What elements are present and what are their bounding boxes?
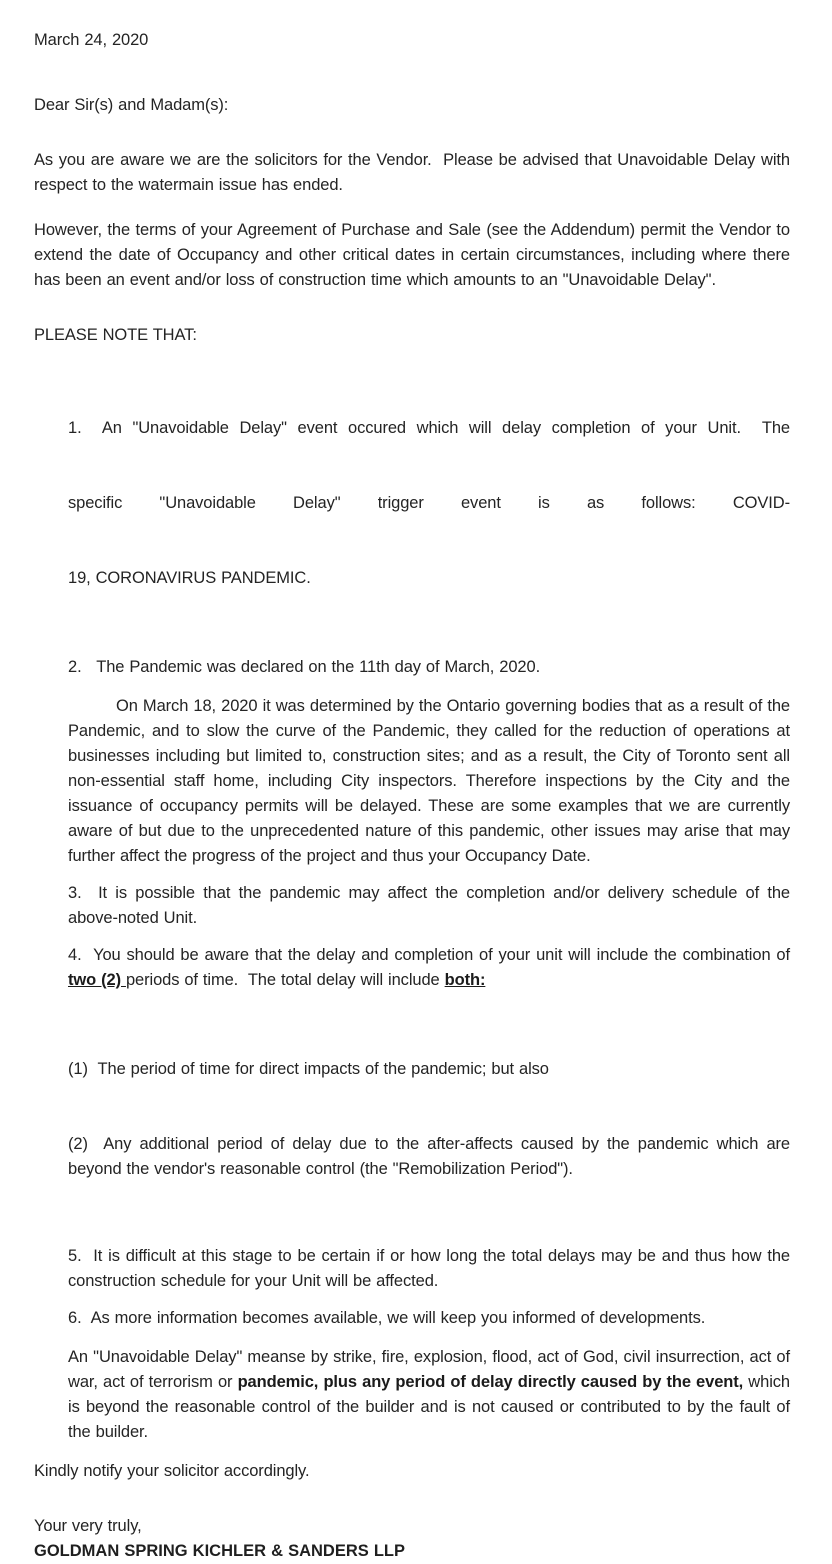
paragraph-solicitors: As you are aware we are the solicitors for the Vendor. Please be advised that Unavoidable Delay with respect to the watermain issue has ended. xyxy=(34,151,795,194)
list-item-5: 5. It is difficult at this stage to be certain if or how long the total delays may be and thus how the construction schedule for your Unit will be affected. xyxy=(68,1247,795,1290)
sub-item-1: (1) The period of time for direct impacts of the pandemic; but also xyxy=(68,1060,549,1078)
list-item-6: 6. As more information becomes available, we will keep you informed of developments. xyxy=(68,1309,706,1327)
date-line: March 24, 2020 xyxy=(34,31,149,49)
unavoidable-delay-emphasis: pandemic, plus any period of delay directly caused by the event, xyxy=(237,1373,749,1391)
list-item-1-line-2: specific "Unavoidable Delay" trigger event is as follows: COVID- xyxy=(68,494,790,512)
list-item-1-line-1: 1. An "Unavoidable Delay" event occured which will delay completion of your Unit. The xyxy=(68,419,790,437)
list-item-4 xyxy=(68,943,795,993)
list-item-4-text-2: periods of time. The total delay will include xyxy=(125,971,445,989)
unavoidable-delay-text-1: An "Unavoidable Delay" meanse by strike, fire, explosion, flood, act of God, civil insurrection, act of war, act of terrorism or xyxy=(68,1348,795,1391)
paragraph-agreement: However, the terms of your Agreement of Purchase and Sale (see the Addendum) permit the Vendor to extend the date of Occupancy and other critical dates in certain circumstances, including where there has been an event and/or loss of construction time which amounts to an "Unavoidable Delay". xyxy=(34,221,795,289)
list-item-4-emphasis-two: two (2) xyxy=(68,971,126,989)
list-item-3: 3. It is possible that the pandemic may affect the completion and/or delivery schedule of the above-noted Unit. xyxy=(68,884,795,927)
list-item-4-emphasis-both: both: xyxy=(444,971,486,989)
unavoidable-delay-text-2: which is beyond the reasonable control of the builder and is not caused or contributed to by the fault of the builder. xyxy=(68,1373,795,1441)
list-item-1-line-3: 19, CORONAVIRUS PANDEMIC. xyxy=(68,569,311,587)
list-item-2: 2. The Pandemic was declared on the 11th day of March, 2020. xyxy=(68,658,541,676)
paragraph-kindly: Kindly notify your solicitor accordingly. xyxy=(34,1462,310,1480)
paragraph-march18: On March 18, 2020 it was determined by the Ontario governing bodies that as a result of the Pandemic, and to slow the curve of the Pandemic, they called for the reduction of operations at businesses including but limited to, construction sites; and as a result, the City of Toronto sent all non-essential staff home, including City inspectors. Therefore inspections by the City and the issuance of occupancy permits will be delayed. These are some examples that we are currently aware of but due to the unprecedented nature of this pandemic, other issues may arise that may further affect the progress of the project and thus your Occupancy Date. xyxy=(68,697,795,865)
sub-item-2: (2) Any additional period of delay due to the after-affects caused by the pandemic which are beyond the vendor's reasonable control (the "Remobilization Period"). xyxy=(68,1135,795,1178)
note-heading: PLEASE NOTE THAT: xyxy=(34,326,197,344)
list-item-1 xyxy=(68,366,790,641)
firm-name: GOLDMAN SPRING KICHLER & SANDERS LLP xyxy=(34,1542,406,1560)
closing-line: Your very truly, xyxy=(34,1517,142,1535)
paragraph-unavoidable-delay xyxy=(68,1345,795,1445)
sub-list xyxy=(68,1007,795,1232)
salutation: Dear Sir(s) and Madam(s): xyxy=(34,96,229,114)
list-item-4-text-1: 4. You should be aware that the delay and completion of your unit will include the combination of xyxy=(68,946,795,964)
